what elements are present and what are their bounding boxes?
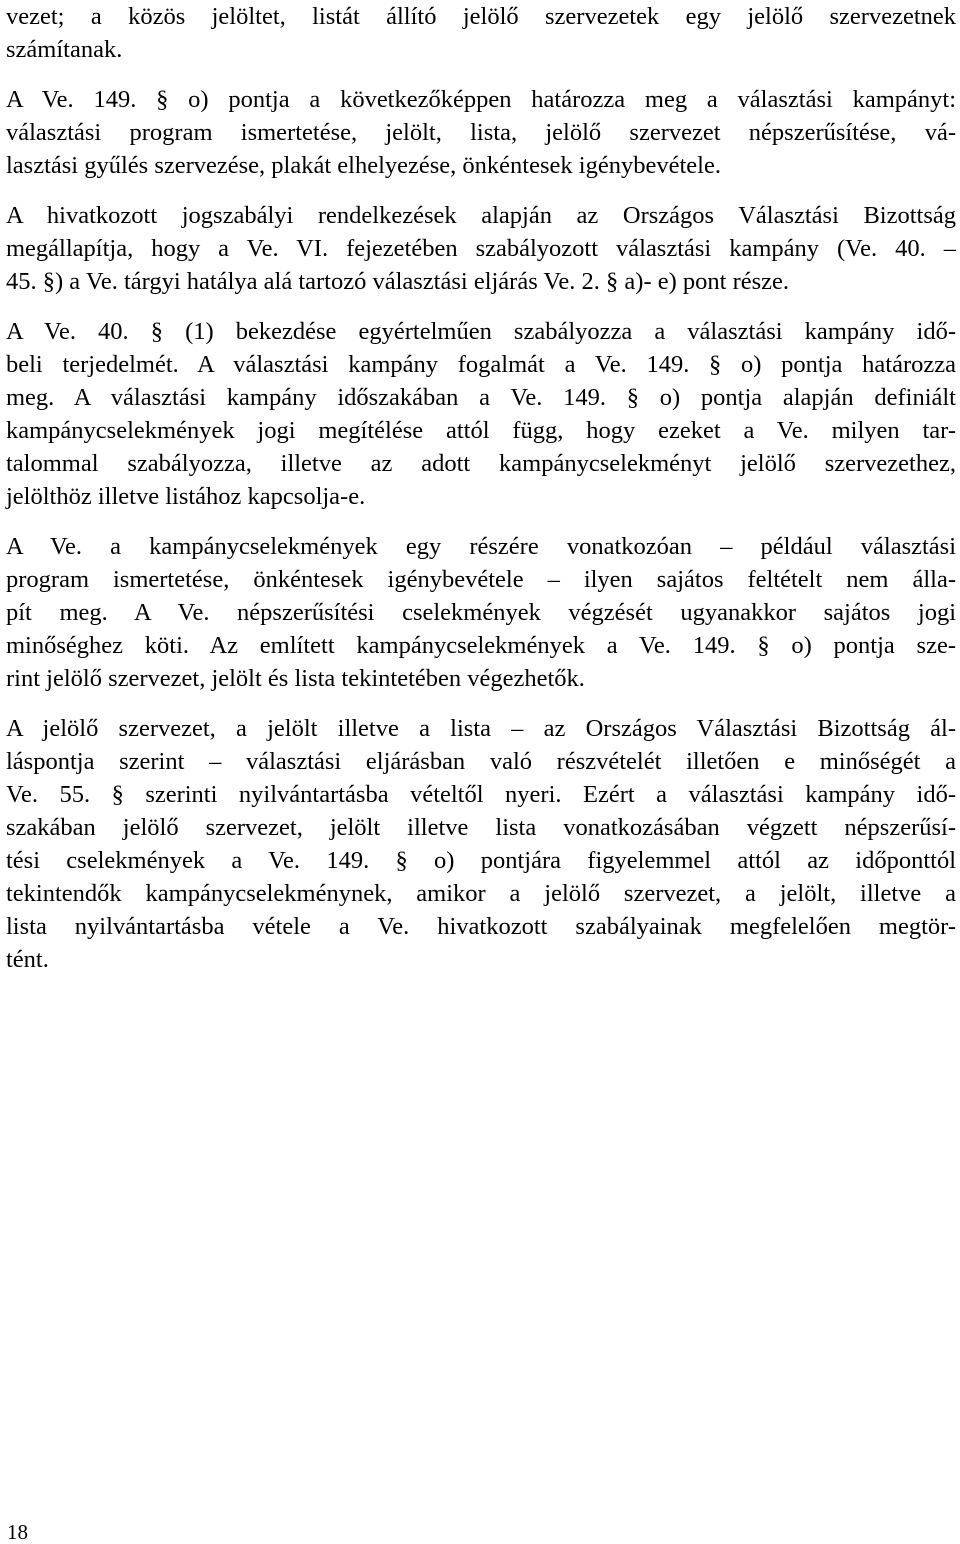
text-line: kampánycselekmények jogi megítélése attól függ, hogy ezeket a Ve. milyen tar- bbox=[6, 417, 956, 444]
paragraph-6 bbox=[6, 712, 956, 976]
text-line: választási program ismertetése, jelölt, lista, jelölő szervezet népszerűsítése, vá- bbox=[6, 119, 956, 146]
text-line: tekintendők kampánycselekménynek, amikor a jelölő szervezet, a jelölt, illetve a bbox=[6, 880, 956, 907]
text-line: lista nyilvántartásba vétele a Ve. hivatkozott szabályainak megfelelően megtör- bbox=[6, 913, 956, 940]
text-line: A jelölő szervezet, a jelölt illetve a lista – az Országos Választási Bizottság ál- bbox=[6, 715, 956, 742]
paragraph-5 bbox=[6, 530, 956, 695]
text-line: rint jelölő szervezet, jelölt és lista tekintetében végezhetők. bbox=[6, 665, 585, 692]
text-line: jelölthöz illetve listához kapcsolja-e. bbox=[6, 483, 366, 510]
text-line: program ismertetése, önkéntesek igénybevétele – ilyen sajátos feltételt nem álla- bbox=[6, 566, 956, 593]
text-line: A Ve. 40. § (1) bekezdése egyértelműen szabályozza a választási kampány idő- bbox=[6, 318, 956, 345]
text-line: lasztási gyűlés szervezése, plakát elhelyezése, önkéntesek igénybevétele. bbox=[6, 152, 721, 179]
text-line: láspontja szerint – választási eljárásban való részvételét illetően e minőségét a bbox=[6, 748, 956, 775]
text-line: számítanak. bbox=[6, 36, 123, 63]
paragraph-4 bbox=[6, 315, 956, 513]
text-line: minőséghez köti. Az említett kampánycselekmények a Ve. 149. § o) pontja sze- bbox=[6, 632, 956, 659]
text-line: megállapítja, hogy a Ve. VI. fejezetében szabályozott választási kampány (Ve. 40. – bbox=[6, 235, 956, 262]
text-line: Ve. 55. § szerinti nyilvántartásba vételtől nyeri. Ezért a választási kampány idő- bbox=[6, 781, 956, 808]
text-line: talommal szabályozza, illetve az adott kampánycselekményt jelölő szervezethez, bbox=[6, 450, 956, 477]
text-line: meg. A választási kampány időszakában a Ve. 149. § o) pontja alapján definiált bbox=[6, 384, 956, 411]
text-line: A Ve. a kampánycselekmények egy részére vonatkozóan – például választási bbox=[6, 533, 956, 560]
text-line: beli terjedelmét. A választási kampány fogalmát a Ve. 149. § o) pontja határozza bbox=[6, 351, 956, 378]
paragraph-3 bbox=[6, 199, 956, 298]
text-line: vezet; a közös jelöltet, listát állító jelölő szervezetek egy jelölő szervezetnek bbox=[6, 3, 956, 30]
text-line: tént. bbox=[6, 946, 49, 973]
text-line: A hivatkozott jogszabályi rendelkezések alapján az Országos Választási Bizottság bbox=[6, 202, 956, 229]
page-number: 18 bbox=[7, 1520, 28, 1544]
text-line: A Ve. 149. § o) pontja a következőképpen határozza meg a választási kampányt: bbox=[6, 86, 956, 113]
paragraph-2 bbox=[6, 83, 956, 182]
text-line: 45. §) a Ve. tárgyi hatálya alá tartozó választási eljárás Ve. 2. § a)- e) pont része. bbox=[6, 268, 790, 295]
text-line: szakában jelölő szervezet, jelölt illetve lista vonatkozásában végzett népszerűsí- bbox=[6, 814, 956, 841]
text-line: pít meg. A Ve. népszerűsítési cselekmények végzését ugyanakkor sajátos jogi bbox=[6, 599, 956, 626]
paragraph-1 bbox=[6, 0, 956, 66]
text-line: tési cselekmények a Ve. 149. § o) pontjára figyelemmel attól az időponttól bbox=[6, 847, 956, 874]
document-page bbox=[6, 0, 956, 993]
